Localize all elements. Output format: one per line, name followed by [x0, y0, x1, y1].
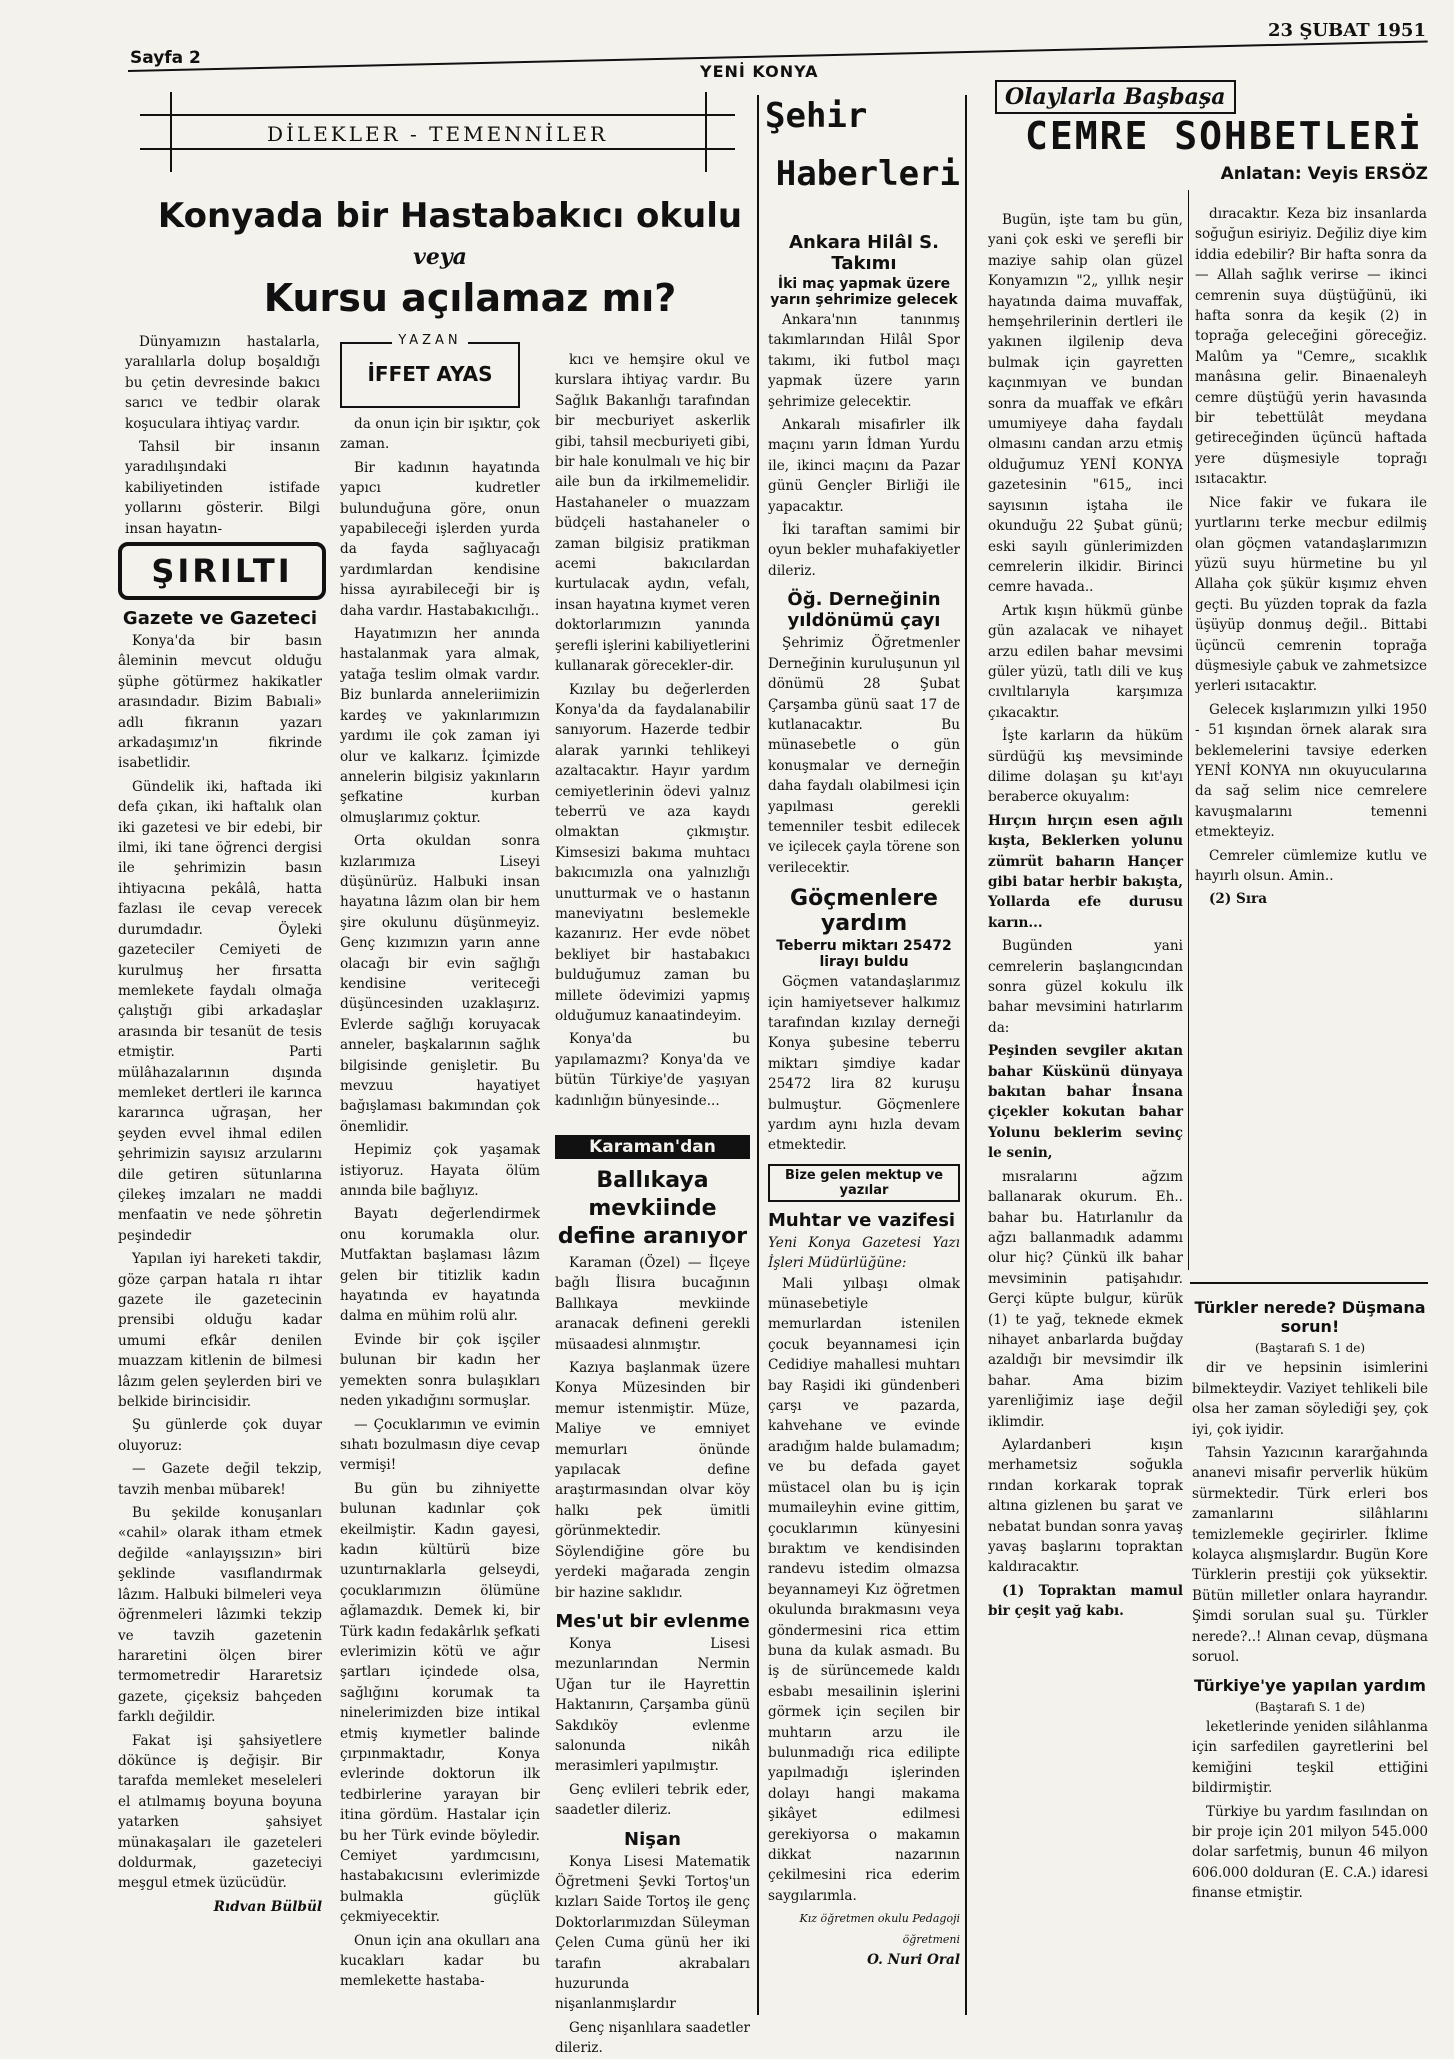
ankara-subheadline: İki maç yapmak üzere yarın şehrimize gelecek [770, 276, 958, 308]
nisan-headline: Nişan [624, 1828, 681, 1850]
paragraph: Kızılay bu değerlerden Konya'da da faydalanabilir sanıyorum. Hazerde tedbir alarak yarınki tehlikeyi azaltacaktır. Hayır yardım cemiyetlerinin ödevi yalnız teberrü ve aza kaydı olmaktan çıkmıştır. Kimsesizi bakıma muhtacı bakıcımızla ona yalnızlığı unutturmak ve o hastanın maneviyatını beslemekle kazanırız. Her evde nöbet bekliyet bir hastabakıcı bulduğumuz zaman bu millete ödevimizi yapmış olduğumuz kanaatindeyim. [555, 681, 750, 1024]
paragraph: Bir kadının hayatında yapıcı kudretler bulunduğuna göre, onun yapabileceği işlerden yurda da fayda sağlıyacağı yardımlardan kendisine hissa ayırabileceği bir iş daha vardır. Hastabakıcılığı.. [340, 459, 540, 619]
dilekler-col1 [125, 332, 320, 537]
poem: Peşinden sevgiler akıtan bahar Küskünü dünyaya bakıtan bahar İnsana çiçekler kokutan bahar Yolunu beklerim sevinç le senin, [988, 1043, 1183, 1162]
cemre-col2 [1195, 204, 1427, 1274]
cemre-tag: Olaylarla Başbaşa [995, 80, 1236, 114]
paragraph: Onun için ana okulları ana kucakları kadar bu memlekette hastaba- [340, 1932, 540, 1990]
paragraph: kıcı ve hemşire okul ve kurslara ihtiyaç vardır. Bu Sağlık Bakanlığı tarafından bir mecburiyet askerlik gibi, tahsil mecburiyeti gibi, bir hale konulmalı ve hiç bir aile bun da irkilmemelidir. Hastahaneler o muazzam büdçeli hastahaneler o zaman bilgisiz pratikman acemi bakıcılardan kurtulacak aydın, vefalı, insan hayatına kıymet veren doktorlarımızın yanında şerefli işlerini kabiliyetlerini kullanarak görecekler-dir. [555, 352, 750, 675]
byline-label: YAZAN [342, 333, 518, 348]
cemre-col1 [988, 210, 1183, 2010]
paragraph: Bayatı değerlendirmek onu korumakla olur. Mutfaktan başlaması lâzım gelen bir titizlik kadın hayatında ev hayatında dalma en mühim rolü alır. [340, 1206, 540, 1325]
sirilti-title: ŞIRILTI [151, 552, 293, 590]
column-divider [965, 95, 967, 2015]
paragraph: Evinde bir çok işçiler bulunan bir kadın her yemekten sonra bulaşıkları neden yıkadığını sormuşlar. [340, 1331, 540, 1410]
paragraph: Karaman (Özel) — İlçeye bağlı İlisıra bucağının Ballıkaya mevkiinde aranacak defineni gerekli müsaadesi alınmıştır. [555, 1255, 750, 1353]
paragraph: Bugün, işte tam bu gün, yani çok eski ve şerefli bir maziye sahip olan güzel Konyamızın "2„ yıllık neşir hayatında daima muvaffak, hemşehrilerinin dertleri ile yakınen ilgilenip deva bulmak için gayretten kaçınmıyan ve bundan sonra da muaffak ve efkârı umumiyeye daha faydalı olmasını candan arzu etmiş olduğumuz YENİ KONYA gazetesinin "615„ inci sayısının iştaha ile okunduğu 22 Şubat günü; eski sayılı günlerimizden cemrelerin ilkidir. Birinci cemre havada.. [988, 212, 1183, 596]
paragraph: Konya Lisesi Matematik Öğretmeni Şevki Tortoş'un kızları Saide Tortoş ile genç Doktorlarımızdan Süleyman Çelen Cuma günü her iki tarafın akrabaları huzurunda nişanlanmışlardır [555, 1853, 750, 2013]
paragraph: Yapılan iyi hareketi takdir, göze çarpan hatala rı ihtar gazete ile gazetecinin prensibi olduğu kadar umumi efkâr denilen muazzam kitlenin de bilmesi lâzım gelen şeylerden biri ve belkide birincisidir. [118, 1251, 322, 1411]
paragraph: — Çocuklarımın ve evimin sıhatı bozulmasın diye cevap vermişi! [340, 1416, 540, 1474]
gocmen-headline: Göçmenlere yardım [790, 886, 938, 937]
paragraph: Kazıya başlanmak üzere Konya Müzesinden bir memur istenmiştir. Müze, Maliye ve emniyet memurları önünde yapılacak define araştırmasından olvar köy halkı pek ümitli görünmektedir. Söylendiğine göre bu yerdeki mağarada zengin bir hazine saklıdır. [555, 1360, 750, 1601]
mektup-headline: Muhtar ve vazifesi [768, 1209, 956, 1231]
paragraph: Hepimiz çok yaşamak istiyoruz. Hayata ölüm anında bile bağlıyız. [340, 1142, 540, 1200]
turkler-column [1192, 1290, 1428, 2030]
dilekler-section-header [140, 92, 735, 172]
paragraph: Tahsin Yazıcının kararğahında ananevi misafir perverlik hüküm sürmektedir. Türk erleri bos zamanlarını silâhlarını temizlemekle geçirirler. İklime kolayca alışmışlardır. Bugün Kore Türklerin prestiji çok yüksektir. Bütün milletler onlara hayrandır. Şimdi sorulan sual şu. Türkler nerede?..! Alınan cevap, düşmana soruol. [1192, 1445, 1428, 1666]
mektup-addressee: Yeni Konya Gazetesi Yazı İşleri Müdürlüğüne: [768, 1234, 960, 1272]
paragraph: Mali yılbaşı olmak münasebetiyle memurlardan istenilen çocuk beyannamesi için Cedidiye mahallesi muhtarı bay Raşidi iki gündenberi çarşı ve pazarda, kahvehane ve evinde aradığım halde bulamadım; ve bu defada gayet müstacel olan bu iş için mumaileyhin evine gittim, çocuklarımın künyesini bıraktım ve kendisinden randevu istedim olmazsa beyannameyi Kız öğretmen okulunda bırakmasını veya göndermesini rica ettim buna da kulak asmadı. Bu iş de sürüncemede kaldı esbabı mesailinin işlerini görmek için seçilen bir muhtarın arzu ile bulunmadığı rica edilipte yapılmadığı işlerinden dolayı hangi makama şikâyet edilmesi gerekiyorsa o makamın dikkat nazarının çekilmesini rica ederim saygılarımla. [768, 1275, 960, 1904]
paragraph: Şu günlerde çok duyar oluyoruz: [118, 1417, 322, 1454]
paragraph: Orta okuldan sonra kızlarımıza Liseyi düşünürüz. Halbuki insan hayatına lâzım olan bir hem şire okulunu düşünmeyiz. Genç kızımızın yarın anne olacağı bir evin sağlığı kendisine veriteceği düşüncesinden uzaklaşırız. Evlerde sağlığı koruyacak anneler, başkalarının sağlık bilgisinde genişletir. Bu mevzuu hayatiyet bağışlaması bakımından çok önemlidir. [340, 833, 540, 1135]
paragraph: dıracaktır. Keza biz insanlarda soğuğun esiriyiz. Değiliz diye kim iddia edebilir? Bir hafta sonra da — Allah sağlık verirse — ikinci cemrenin suya düştüğünü, iki hafta sonra da keşik (2) in toprağa geleceğini göreceğiz. Malûm ya "Cemre„ sıcaklık manâsına gelir. Binaenaleyh cemre düştüğü yerin havasında bir tebettülât meydana getireceğinden üçüncü haftada yere düşmesiyle toprağı ısıtacaktır. [1195, 206, 1427, 488]
paragraph: Bugünden yani cemrelerin başlangıcından sonra güzel kokulu ilk bahar mevsimini hatırlarım da: [988, 938, 1183, 1036]
page-number: Sayfa 2 [130, 48, 201, 68]
paragraph: da onun için bir ışıktır, çok zaman. [340, 416, 540, 453]
paragraph: Cemreler cümlemize kutlu ve hayırlı olsun. Amin.. [1195, 847, 1427, 884]
ankara-headline: Ankara Hilâl S. Takımı [789, 232, 939, 274]
sirilti-logo [118, 542, 326, 600]
paragraph: Nice fakir ve fukara ile yurtlarını terke mecbur edilmiş olan göçmen vatandaşlarımızın yüzü suyu hürmetine bu yıl Allaha çok şükür kışımız ehven geçti. Bu yüzden toprak da fazla üşüyüp donmuş değil.. Bittabi üçüncü cemrenin toprağa düşmesiyle çabuk ve zahmetsizce yerleri ısıtacaktır. [1195, 494, 1427, 695]
paragraph: Türkiye bu yardım fasılından on bir proje için 201 milyon 545.000 dolar sarfetmiş, bunun 46 milyon 606.000 dolduran (E. C.A.) idaresi finanse etmiştir. [1192, 1803, 1428, 1902]
turkler-headline: Türkler nerede? Düşmana sorun! [1194, 1298, 1426, 1336]
footnote: (2) Sıra [1209, 891, 1268, 908]
paragraph: Hayatımızın her anında hastalanmak yara almak, yatağa teslim olmak vardır. Biz bunlarda anneleriimizin kardeş ve yakınlarımızın yardımı ile çok zaman iyi olur ve kalkarız. İçimizde annelerin bilgisiz yakınların şefkatine kurban olmuşlarımız çoktur. [340, 626, 540, 826]
karaman-headline: Ballıkaya mevkiinde define aranıyor [557, 1168, 748, 1249]
paragraph: Göçmen vatandaşlarımız için hamiyetsever halkımız tarafından kızılay derneği Konya şubesine teberru miktarı şimdiye kadar 25472 lira 82 kuruşu bulmuştur. Göçmenlere yardım aynı hızla devam etmektedir. [768, 974, 960, 1154]
yardim-continuation: (Baştarafı S. 1 de) [1254, 1699, 1366, 1714]
section-title: DİLEKLER - TEMENNİLER [266, 122, 609, 146]
paragraph: Gündelik iki, haftada iki defa çıkan, iki haftalık olan iki gazetesi ve bir edebi, bir ilmi, iki tane öğrenci dergisi ile şehrimizin basın ihtiyacına pekâlâ, hatta fazlası ile cevap verecek durumdadır. Öyleki gazeteciler Cemiyeti de kurulmuş her fırsatta memlekete faydalı olmağa çalıştığı gibi arkadaşlar arasında bir tesanüt de tesis etmiştir. Parti mülâhazalarının dışında memleket dertleri ile karınca kararınca uğraşan, her şeyden evvel ihmal edilen şehrimizin sayısız arzularını dile getiren sütunlarına çilekeş imzaları ne maddi menfaatin ve nede şöhretin peşindedir [118, 778, 322, 1244]
sehir-title-2: Haberleri [775, 154, 960, 194]
dilekler-col2 [340, 414, 540, 2014]
paragraph: Bu şekilde konuşanları «cahil» olarak itham etmek değilde «anlayışsızın» biri şeklinde vasıflandırmak lâzım. Halbuki bilmeleri veya öğrenmeleri lâzımki tekzip ve tavzih gazetenin hararetini ölçen birer termometredir Hararetsiz gazete, çiçeksiz bahçeden farklı değildir. [118, 1505, 322, 1726]
paragraph: mısralarını ağzım ballanarak okurum. Eh.. bahar bu. Hatırlanılır da ağzı ballanmadık adammı olur hiç? Çünkü ilk bahar mevsiminin patişahıdır. Gerçi küpte bulgur, kürük (1) te yağ, teknede ekmek nihayet anbarlarda buğday azaldığı bir mevsimdir ilk bahar. Ama bizim yarenliğimiz iaşe değil iklimdir. [988, 1168, 1183, 1430]
issue-date: 23 ŞUBAT 1951 [1268, 20, 1426, 41]
sirilti-signature: Rıdvan Bülbül [213, 1898, 322, 1915]
paragraph: Konya'da bu yapılamazmı? Konya'da ve bütün Türkiye'de yaşıyan kadınlığın bünyesinde... [555, 1031, 750, 1109]
evlenme-headline: Mes'ut bir evlenme [555, 1610, 750, 1632]
mektup-signature-name: O. Nuri Oral [867, 1952, 960, 1969]
headline-main: Konyada bir Hastabakıcı okulu [157, 196, 743, 236]
paragraph: Ankara'nın tanınmış takımlarından Hilâl Spor takımı, iki futbol maçı yapmak üzere yarın şehrimize gelecektir. [768, 312, 960, 410]
paragraph: Genç evlileri tebrik eder, saadetler dileriz. [555, 1781, 750, 1819]
karaman-column [555, 1135, 750, 2057]
cemre-byline: Anlatan: Veyis ERSÖZ [1220, 164, 1428, 184]
column-divider [1188, 190, 1189, 1270]
gocmen-subheadline: Teberru miktarı 25472 lirayı buldu [776, 938, 952, 971]
paragraph: Tahsil bir insanın yaradılışındaki kabiliyetinden istifade yollarını gösterir. Bilgi insan hayatın- [125, 439, 320, 537]
paragraph: — Gazete değil tekzip, tavzih menbaı mübarek! [118, 1461, 322, 1498]
paper-name: YENİ KONYA [700, 62, 819, 81]
paragraph: leketlerinde yeniden silâhlanma için sarfedilen gayretlerini bel kemiğini teşkil ettiğini bildirmiştir. [1192, 1718, 1428, 1797]
byline-name: İFFET AYAS [367, 362, 493, 386]
paragraph: Konya'da bir basın âleminin mevcut olduğu şüphe götürmez hakikatler arasındadır. Bizim Babıali» adlı fıkranın yazarı arkadaşımız'ın fikrinde isabetlidir. [118, 633, 322, 772]
paragraph: Konya Lisesi mezunlarından Nermin Uğan tur ile Hayrettin Haktanırın, Çarşamba günü Sakdıköy evlenme salonunda nikâh merasimleri yapılmıştır. [555, 1635, 750, 1775]
paragraph: Ankaralı misafirler ilk maçını yarın İdman Yurdu ile, ikinci maçını da Pazar günü Gençler Birliği ile yapacaktır. [768, 417, 960, 515]
paragraph: İşte karların da hüküm sürdüğü kış mevsiminde dilime dolaşan şu kıt'ayı beraberce okuyalım: [988, 728, 1183, 806]
headline-veya: veya [413, 244, 467, 270]
turkler-continuation: (Baştarafı S. 1 de) [1254, 1341, 1366, 1355]
sehir-column [768, 224, 960, 2014]
paragraph: Artık kışın hükmü günbe gün azalacak ve nihayet arzu edilen bahar mevsimi güler yüzü, tatlı dili ve kuş cıvıltılarıyla karşımıza çıkacaktır. [988, 602, 1183, 721]
section-rule [1190, 1282, 1428, 1284]
paragraph: Aylardanberi kışın merhametsiz soğukla rından korkarak toprak altına gizlenen bu şarat ve nebatat bundan sonra yavaş yavaş başlarını topraktan kaldıracaktır. [988, 1436, 1183, 1576]
sirilti-headline: Gazete ve Gazeteci [122, 608, 318, 629]
headline-sub: Kursu açılamaz mı? [263, 276, 677, 320]
sehir-title-1: Şehir [765, 96, 868, 136]
column-divider [757, 95, 759, 2015]
dilekler-col3 [555, 350, 750, 1130]
paragraph: dir ve hepsinin isimlerini bilmekteydir. Vaziyet tehlikeli bile olsa her zaman söylediği şey, çok iyi, çok iyidir. [1192, 1360, 1428, 1438]
paragraph: Fakat işi şahsiyetlere dökünce iş değişir. Bir tarafda memleket meseleleri el atılmamış boyuna boyuna yatarken şahsiyet münakaşaları ile gazeteleri doldurmak, gazeteciyi meşgul etmek üzücüdür. [118, 1732, 322, 1892]
footnote: (1) Topraktan mamul bir çeşit yağ kabı. [988, 1582, 1183, 1620]
cemre-title: CEMRE SOHBETLERİ [1025, 114, 1424, 158]
paragraph: Bu gün bu zihniyette bulunan kadınlar çok ekeilmiştir. Kadın gayesi, kadın kültürü bize uzuntırnaklarla gelseydi, çocuklarımızın ölümüne ağlamazdık. Demek ki, bir Türk kadın fedakârlık şefkati evlerimizin kötü ve ağır şartları içindede olsa, sağlığını korumak ta ninelerimizden bize intikal etmiş kıymetler balinde çırpınmaktadır, Konya evlerinde doktorun ilk tedbirlerine yarayan bir itina gördüm. Hastalar için bu her Türk evinde böyledir. Cemiyet yardımcısını, hastabakıcısını evlerimizde bulmakla güçlük çekmiyecektir. [340, 1480, 540, 1926]
karaman-label: Karaman'dan [555, 1135, 750, 1159]
sehir-logo [765, 96, 960, 206]
paragraph: İki taraftan samimi bir oyun bekler muhafakiyetler dileriz. [768, 522, 960, 579]
mektup-signature-title: Kız öğretmen okulu Pedagoji öğretmeni [799, 1912, 960, 1946]
paragraph: Gelecek kışlarımızın yılki 1950 - 51 kışından örnek alarak sıra beklemelerini tavsiye ederken YENİ KONYA nın okuyucularına da sağ selim nice cemrelere kavuşmalarını temenni etmekteyiz. [1195, 701, 1427, 841]
mektup-label: Bize gelen mektup ve yazılar [768, 1164, 960, 1202]
yardim-headline: Türkiye'ye yapılan yardım [1194, 1675, 1426, 1695]
paragraph: Dünyamızın hastalarla, yaralılarla dolup boşaldığı bu çetin devresinde bakıcı sarıcı ve tedbir olarak koşuculara ihtiyaç vardır. [125, 334, 320, 432]
poem: Hırçın hırçın esen ağılı kışta, Beklerken yolunu zümrüt baharın Hançer gibi batar herbir bakışta, Yollarda efe durusu karın... [988, 812, 1183, 931]
byline-box [340, 333, 520, 408]
paragraph: Genç nişanlılara saadetler dileriz. [555, 2019, 750, 2057]
sirilti-column [118, 600, 322, 1940]
ogretmen-headline: Öğ. Derneğinin yıldönümü çayı [787, 589, 941, 632]
paragraph: Şehrimiz Öğretmenler Derneğinin kuruluşunun yıl dönümü 28 Şubat Çarşamba günü saat 17 de kutlanacaktır. Bu münasebetle o gün konuşmalar ve derneğin daha faydalı olabilmesi için yapılması gerekli temenniler tesbit edilecek ve içilecek çayla törene son verilecektir. [768, 635, 960, 876]
